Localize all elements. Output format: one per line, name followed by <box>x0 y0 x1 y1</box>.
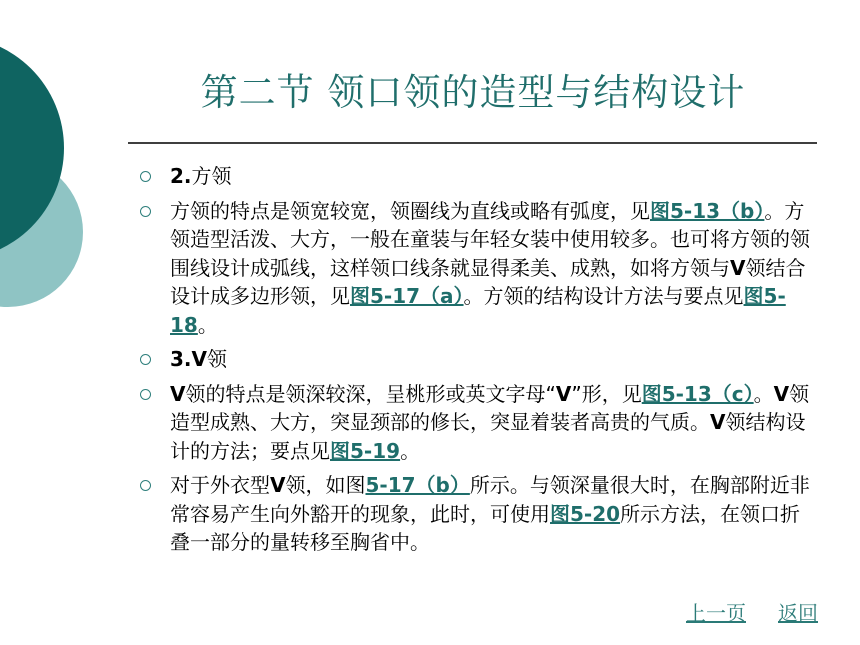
text-segment: V <box>555 381 572 406</box>
figure-link[interactable]: 图5-17（a） <box>350 284 464 308</box>
text-segment: 领的特点是领深较深，呈桃形或英文字母“ <box>185 381 556 406</box>
text-segment: 领结合设计成多边形领，见 <box>170 255 806 308</box>
list-item <box>130 380 820 466</box>
text-segment: 方领 <box>191 164 232 188</box>
text-segment: 2. <box>170 164 192 188</box>
text-segment: V <box>270 473 286 497</box>
bullet-circle-icon <box>140 171 151 182</box>
figure-link[interactable]: 图5-20 <box>550 501 621 526</box>
decorative-circles <box>0 0 130 360</box>
text-segment: V <box>170 381 186 406</box>
text-segment: 。方领造型活泼、大方，一般在童装与年轻女装中使用较多。也可将方领的领围线设计成弧线，这样领口线条就显得柔美、成熟，如将方领与 <box>170 198 810 280</box>
text-segment: 对于外衣型 <box>170 473 270 497</box>
text-segment: V <box>710 410 726 434</box>
bullet-list <box>130 162 820 563</box>
text-segment: 所示方法，在领口折叠一部分的量转移至胸省中。 <box>170 501 801 554</box>
page-title: 第二节 领口领的造型与结构设计 <box>200 71 746 114</box>
text-segment: 所示。与领深量很大时，在胸部附近非常容易产生向外豁开的现象，此时，可使用 <box>170 473 810 526</box>
text-segment: 。 <box>197 312 218 337</box>
figure-link[interactable]: 5-17（b） <box>365 473 470 497</box>
bullet-circle-icon <box>140 480 151 491</box>
list-item <box>130 197 820 340</box>
title-divider <box>128 142 817 144</box>
text-segment: V <box>730 255 746 280</box>
text-segment: ”形，见 <box>571 381 642 406</box>
back-link[interactable]: 返回 <box>778 601 818 625</box>
text-segment: 领 <box>207 347 227 371</box>
figure-link[interactable]: 图5-18 <box>170 284 786 337</box>
text-segment: 。方领的结构设计方法与要点见 <box>463 284 744 308</box>
figure-link[interactable]: 图5-13（b） <box>650 198 765 223</box>
text-segment: 。 <box>400 438 421 463</box>
list-item <box>130 162 820 191</box>
text-segment: 方领的特点是领宽较宽，领圈线为直线或略有弧度，见 <box>170 198 650 223</box>
text-segment: V <box>773 381 790 406</box>
bullet-circle-icon <box>140 206 151 217</box>
bullet-circle-icon <box>140 389 151 400</box>
text-segment: 领结构设计的方法；要点见 <box>170 410 806 463</box>
text-segment: 领，如图 <box>285 473 366 497</box>
prev-page-link[interactable]: 上一页 <box>686 601 746 625</box>
figure-link[interactable]: 图5-13（c） <box>641 381 754 406</box>
list-item <box>130 471 820 557</box>
text-segment: 。 <box>753 381 774 406</box>
figure-link[interactable]: 图5-19 <box>330 438 401 463</box>
text-segment: 领造型成熟、大方，突显颈部的修长，突显着装者高贵的气质。 <box>170 381 810 434</box>
bullet-circle-icon <box>140 354 151 365</box>
list-item <box>130 345 820 374</box>
text-segment: 3.V <box>170 347 207 371</box>
